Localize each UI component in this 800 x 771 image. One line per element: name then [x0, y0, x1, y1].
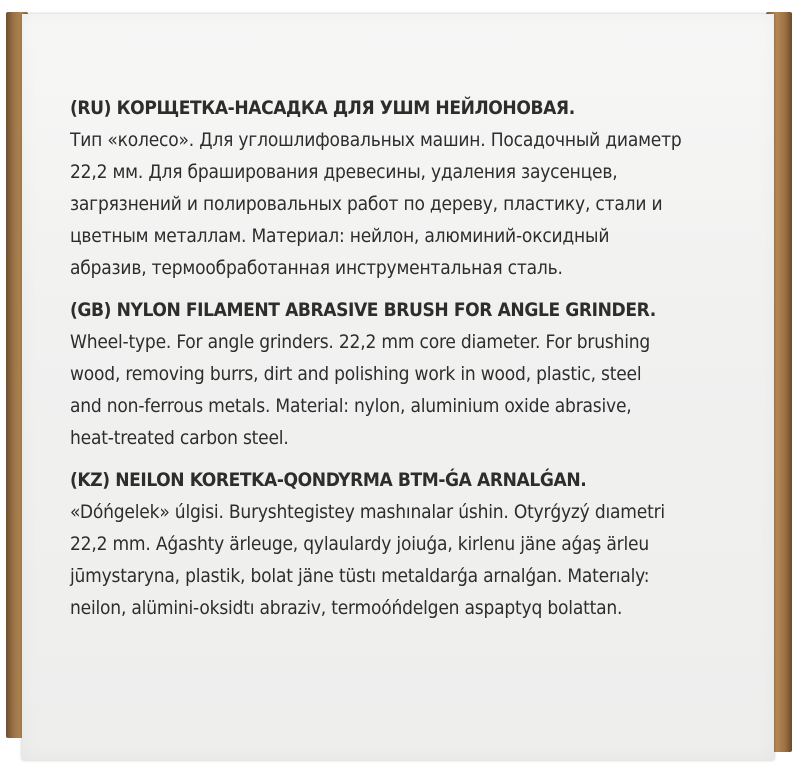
text-line: neilon, alümini-oksidtı abraziv, termoóńdelgen aspaptyq bolattan.: [70, 597, 623, 619]
section-heading-kz: (KZ) NEILON KORETKA-QONDYRMA BTM-ǴA ARNALǴAN.: [70, 469, 587, 491]
text-line: загрязнений и полировальных работ по дереву, пластику, стали и: [70, 193, 663, 215]
text-line: heat-treated carbon steel.: [70, 427, 289, 449]
section-heading-gb: (GB) NYLON FILAMENT ABRASIVE BRUSH FOR ANGLE GRINDER.: [70, 299, 656, 321]
text-line: «Dóńgelek» úlgisi. Buryshtegistey mashınalar úshin. Otyrǵyzý dıametri: [70, 501, 665, 523]
section-kz: [70, 464, 730, 624]
text-line: wood, removing burrs, dirt and polishing work in wood, plastic, steel: [70, 363, 642, 385]
text-line: цветным металлам. Материал: нейлон, алюминий-оксидный: [70, 225, 610, 247]
text-line: Тип «колесо». Для углошлифовальных машин. Посадочный диаметр: [70, 129, 682, 151]
text-line: абразив, термообработанная инструментальная сталь.: [70, 257, 563, 279]
section-heading-ru: (RU) КОРЩЕТКА-НАСАДКА ДЛЯ УШМ НЕЙЛОНОВАЯ.: [70, 97, 575, 119]
text-line: jūmystaryna, plastik, bolat jäne tüstı metaldarǵa arnalǵan. Materıaly:: [70, 565, 650, 587]
text-line: 22,2 мм. Для браширования древесины, удаления заусенцев,: [70, 161, 618, 183]
section-gb: [70, 294, 730, 454]
section-ru: [70, 92, 730, 284]
text-line: and non-ferrous metals. Material: nylon, aluminium oxide abrasive,: [70, 395, 632, 417]
text-line: Wheel-type. For angle grinders. 22,2 mm core diameter. For brushing: [70, 331, 651, 353]
text-line: 22,2 mm. Aǵashty ärleuge, qylaulardy joiuǵa, kirlenu jäne aǵaş ärleu: [70, 533, 649, 555]
product-description: [70, 92, 730, 634]
